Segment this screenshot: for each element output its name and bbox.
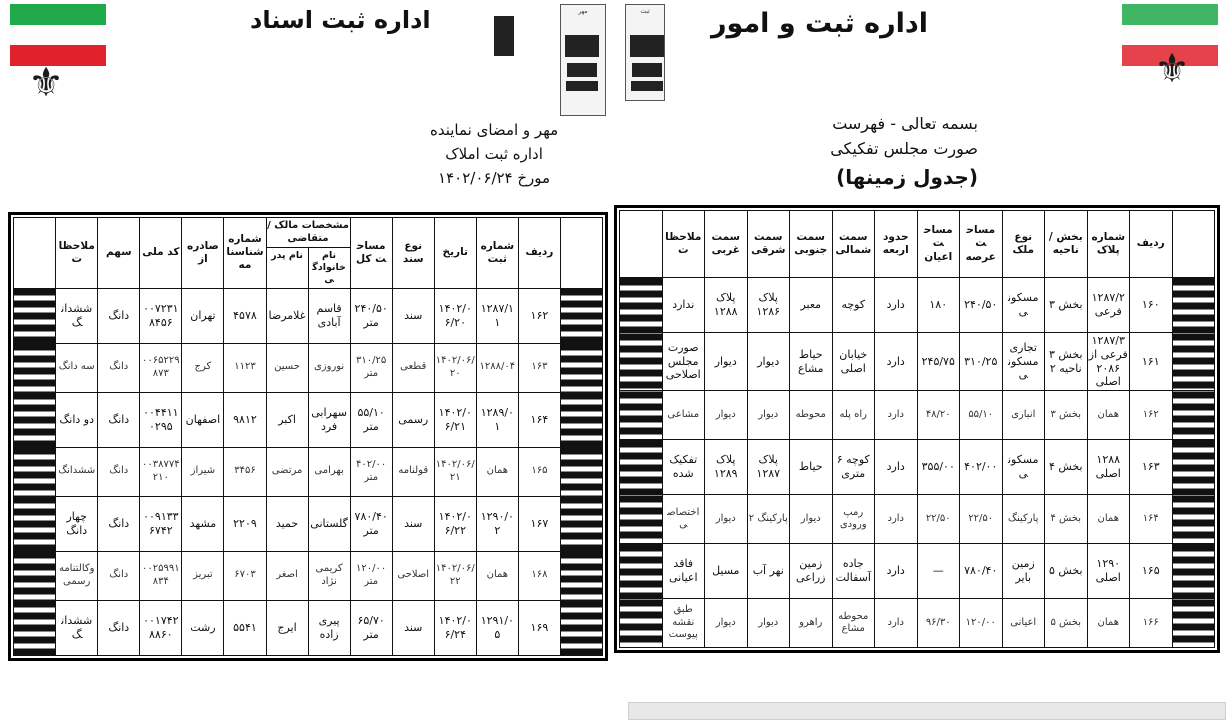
table-edge-ticks — [14, 288, 56, 343]
table-cell: ۱۶۵ — [518, 447, 560, 496]
page-title-left: اداره ثبت اسناد — [250, 6, 431, 34]
table-cell: ۱۲۸۹/۰۱ — [476, 392, 518, 447]
table-cell: ۱۲۸۸ اصلی — [1087, 440, 1130, 495]
table-cell: دانگ — [98, 600, 140, 655]
table-cell: ۱۴۰۲/۰۶/۲۲ — [434, 551, 476, 600]
table-cell: ۱۲۹۰ اصلی — [1087, 544, 1130, 599]
column-header: سمت جنوبی — [790, 211, 833, 278]
table-cell: دارد — [875, 333, 918, 391]
table-cell: راهرو — [790, 599, 833, 648]
table-edge-ticks — [620, 495, 663, 544]
table-cell: مسیل — [705, 544, 748, 599]
table-cell: ۱۲۸۷/۳ فرعی از ۲۰۸۶ اصلی — [1087, 333, 1130, 391]
table-cell: اعیانی — [1002, 599, 1045, 648]
table-edge-ticks — [1172, 544, 1215, 599]
table-cell: ۳۱۰/۲۵ متر — [350, 343, 392, 392]
table-cell: ۱۶۵ — [1130, 544, 1173, 599]
table-cell: طبق نقشه پیوست — [662, 599, 705, 648]
table-cell: سهرابی فرد — [308, 392, 350, 447]
document-header — [0, 0, 1228, 205]
table-edge-ticks — [560, 600, 602, 655]
subtitle-left-line3: مورخ ۱۴۰۲/۰۶/۲۴ — [438, 169, 551, 187]
table-cell: حیاط — [790, 440, 833, 495]
table-cell: اصلاحی — [392, 551, 434, 600]
table-cell: ۰۰۷۲۳۱۸۴۵۶ — [140, 288, 182, 343]
table-cell: ۶۷۰۳ — [224, 551, 266, 600]
table-cell: ۱۶۹ — [518, 600, 560, 655]
table-edge-ticks — [1172, 278, 1215, 333]
table-cell: سند — [392, 600, 434, 655]
table-cell: ۱۶۴ — [518, 392, 560, 447]
table-cell: — — [917, 544, 960, 599]
table-edge-ticks — [620, 333, 663, 391]
table-edge-ticks — [1172, 391, 1215, 440]
table-right-header-row — [620, 211, 1215, 278]
subtitle-left-line2: اداره ثبت املاک — [445, 145, 543, 163]
table-row — [620, 333, 1215, 391]
group-header-sub-right: نام پدر — [267, 248, 309, 288]
table-cell: بخش ۵ — [1045, 544, 1088, 599]
table-cell: ششدانگ — [56, 288, 98, 343]
table-cell: ۲۴۵/۷۵ — [917, 333, 960, 391]
column-header: شماره شناسنامه — [224, 218, 266, 289]
table-cell: ۱۴۰۲/۰۶/۲۱ — [434, 392, 476, 447]
table-cell: دیوار — [747, 333, 790, 391]
table-cell: پلاک ۱۲۸۹ — [705, 440, 748, 495]
table-edge-ticks — [560, 343, 602, 392]
table-cell: بخش ۵ — [1045, 599, 1088, 648]
registry-table-right — [619, 210, 1215, 648]
table-cell: دانگ — [98, 288, 140, 343]
table-cell: بخش ۳ ناحیه ۲ — [1045, 333, 1088, 391]
emblem-icon-right: ⚜ — [1154, 46, 1190, 92]
table-cell: پلاک ۱۲۸۷ — [747, 440, 790, 495]
table-cell: رمپ ورودی — [832, 495, 875, 544]
stamp-official-a: مهر — [560, 4, 606, 116]
table-edge-ticks — [14, 600, 56, 655]
table-cell: تفکیک شده — [662, 440, 705, 495]
table-cell: ۱۲۸۷/۱۱ — [476, 288, 518, 343]
table-cell: نهر آب — [747, 544, 790, 599]
table-cell: پارکینگ ۲ — [747, 495, 790, 544]
table-cell: ۱۶۱ — [1130, 333, 1173, 391]
column-header: حدود اربعه — [875, 211, 918, 278]
table-cell: دیوار — [705, 495, 748, 544]
table-cell: شیراز — [182, 447, 224, 496]
table-cell: ۱۴۰۲/۰۶/۲۲ — [434, 496, 476, 551]
group-header-title: مشخصات مالک / متقاضی — [267, 218, 350, 248]
table-cell: دارد — [875, 544, 918, 599]
table-cell: ۴۰۲/۰۰ — [960, 440, 1003, 495]
table-row — [14, 496, 603, 551]
table-cell: دیوار — [705, 391, 748, 440]
table-cell: ۱۴۰۲/۰۶/۲۰ — [434, 343, 476, 392]
table-edge-ticks — [14, 551, 56, 600]
column-header: سهم — [98, 218, 140, 289]
table-row — [14, 288, 603, 343]
table-cell: محوطه — [790, 391, 833, 440]
table-cell: اکبر — [266, 392, 308, 447]
column-header: سمت غربی — [705, 211, 748, 278]
table-cell: ۱۲۹۱/۰۵ — [476, 600, 518, 655]
footer-bar — [628, 702, 1226, 720]
table-row — [14, 392, 603, 447]
table-row — [620, 440, 1215, 495]
table-cell: مشهد — [182, 496, 224, 551]
table-cell: ۱۴۰۲/۰۶/۲۱ — [434, 447, 476, 496]
table-cell: ۲۴۰/۵۰ متر — [350, 288, 392, 343]
table-cell: قطعی — [392, 343, 434, 392]
table-cell: ۰۰۹۱۳۳۶۷۴۲ — [140, 496, 182, 551]
table-edge-ticks — [560, 392, 602, 447]
table-cell: ۲۲/۵۰ — [917, 495, 960, 544]
table-cell: دارد — [875, 391, 918, 440]
table-cell: رسمی — [392, 392, 434, 447]
stamp-signature — [490, 6, 520, 76]
table-cell: ۱۶۰ — [1130, 278, 1173, 333]
table-edge-ticks — [14, 392, 56, 447]
column-header: ملاحظات — [662, 211, 705, 278]
group-header-sub-left: نام خانوادگی — [312, 250, 346, 285]
table-row — [14, 343, 603, 392]
subtitle-right-line2: صورت مجلس تفکیکی — [830, 138, 978, 158]
table-cell: ششدانگ — [56, 447, 98, 496]
table-cell: ۱۶۳ — [1130, 440, 1173, 495]
table-cell: پلاک ۱۲۸۶ — [747, 278, 790, 333]
table-cell: تبریز — [182, 551, 224, 600]
column-header: سمت شمالی — [832, 211, 875, 278]
table-row — [14, 600, 603, 655]
table-cell: بخش ۳ — [1045, 391, 1088, 440]
column-header: ملاحظات — [56, 218, 98, 289]
table-cell: ۴۵۷۸ — [224, 288, 266, 343]
table-cell: دو دانگ — [56, 392, 98, 447]
table-cell: ششدانگ — [56, 600, 98, 655]
table-cell: ۳۴۵۶ — [224, 447, 266, 496]
table-cell: مشاعی — [662, 391, 705, 440]
table-cell: حسین — [266, 343, 308, 392]
table-left-head — [14, 218, 603, 289]
table-row — [14, 447, 603, 496]
table-cell: اصفهان — [182, 392, 224, 447]
table-cell: حمید — [266, 496, 308, 551]
table-cell: کوچه ۶ متری — [832, 440, 875, 495]
table-edge-ticks — [560, 447, 602, 496]
table-cell: پلاک ۱۲۸۸ — [705, 278, 748, 333]
table-cell: ایرج — [266, 600, 308, 655]
table-row — [620, 544, 1215, 599]
registry-table-left-wrap — [8, 212, 608, 661]
table-cell: تجاری مسکونی — [1002, 333, 1045, 391]
table-cell: ۱۶۶ — [1130, 599, 1173, 648]
table-cell: ۲۲/۵۰ — [960, 495, 1003, 544]
table-cell: ۹۸۱۲ — [224, 392, 266, 447]
column-header: کد ملی — [140, 218, 182, 289]
table-cell: همان — [476, 447, 518, 496]
subtitle-right-line3: (جدول زمینها) — [836, 164, 978, 189]
table-cell: ۱۶۲ — [518, 288, 560, 343]
table-row — [620, 391, 1215, 440]
table-edge-ticks — [620, 544, 663, 599]
table-cell: گلستانی — [308, 496, 350, 551]
table-cell: وکالتنامه رسمی — [56, 551, 98, 600]
table-cell: سند — [392, 288, 434, 343]
table-cell: دارد — [875, 440, 918, 495]
table-cell: اصغر — [266, 551, 308, 600]
table-cell: ۱۲۸۷/۲ فرعی — [1087, 278, 1130, 333]
column-header: نوع ملک — [1002, 211, 1045, 278]
table-left-body — [14, 288, 603, 655]
table-row — [14, 551, 603, 600]
table-cell: دیوار — [747, 599, 790, 648]
table-cell: مسکونی — [1002, 278, 1045, 333]
table-cell: سند — [392, 496, 434, 551]
table-cell: انباری — [1002, 391, 1045, 440]
table-cell: قولنامه — [392, 447, 434, 496]
table-cell: بخش ۴ — [1045, 440, 1088, 495]
table-cell: غلامرضا — [266, 288, 308, 343]
table-cell: ۲۲۰۹ — [224, 496, 266, 551]
table-cell: بخش ۳ — [1045, 278, 1088, 333]
table-edge-ticks — [560, 496, 602, 551]
header-subtitle-right — [830, 112, 978, 193]
table-cell: نوروزی — [308, 343, 350, 392]
column-header: بخش / ناحیه — [1045, 211, 1088, 278]
table-cell: دانگ — [98, 447, 140, 496]
table-cell: ۰۰۶۵۲۲۹۸۷۳ — [140, 343, 182, 392]
table-cell: زمین بایر — [1002, 544, 1045, 599]
table-left-header-row — [14, 218, 603, 289]
table-cell: بهرامی — [308, 447, 350, 496]
table-cell: ۱۶۷ — [518, 496, 560, 551]
table-cell: ۱۲۹۰/۰۲ — [476, 496, 518, 551]
table-cell: ۳۱۰/۲۵ — [960, 333, 1003, 391]
registry-table-right-wrap — [614, 205, 1220, 653]
table-cell: ۵۵/۱۰ متر — [350, 392, 392, 447]
column-header: ردیف — [1130, 211, 1173, 278]
table-right-head — [620, 211, 1215, 278]
column-header: شماره پلاک — [1087, 211, 1130, 278]
table-cell: ۱۴۰۲/۰۶/۲۰ — [434, 288, 476, 343]
table-cell: دارد — [875, 495, 918, 544]
table-cell: ۱۸۰ — [917, 278, 960, 333]
table-cell: بخش ۴ — [1045, 495, 1088, 544]
table-cell: ۵۵۴۱ — [224, 600, 266, 655]
table-cell: پیری زاده — [308, 600, 350, 655]
subtitle-left-line1: مهر و امضای نماینده — [430, 121, 559, 139]
column-header: تاریخ — [434, 218, 476, 289]
table-cell: تهران — [182, 288, 224, 343]
table-edge-ticks — [14, 496, 56, 551]
table-cell: ۵۵/۱۰ — [960, 391, 1003, 440]
table-cell: همان — [476, 551, 518, 600]
table-cell: دانگ — [98, 496, 140, 551]
column-header: مساحت کل — [350, 218, 392, 289]
table-cell: ۶۵/۷۰ متر — [350, 600, 392, 655]
table-cell: ۱۱۲۳ — [224, 343, 266, 392]
column-header: سمت شرقی — [747, 211, 790, 278]
table-cell: ۴۸/۲۰ — [917, 391, 960, 440]
table-cell: ۰۰۱۷۴۲۸۸۶۰ — [140, 600, 182, 655]
table-cell: خیابان اصلی — [832, 333, 875, 391]
table-cell: زمین زراعی — [790, 544, 833, 599]
table-cell: دانگ — [98, 343, 140, 392]
table-cell: همان — [1087, 599, 1130, 648]
stamp-official-b: ثبت — [625, 4, 665, 101]
table-row — [620, 495, 1215, 544]
table-edge-ticks — [620, 391, 663, 440]
table-cell: دیوار — [790, 495, 833, 544]
table-cell: معبر — [790, 278, 833, 333]
table-edge-ticks — [620, 440, 663, 495]
table-cell: مسکونی — [1002, 440, 1045, 495]
table-cell: ۰۰۲۵۹۹۱۸۳۴ — [140, 551, 182, 600]
subtitle-right-line1: بسمه تعالی - فهرست — [832, 114, 978, 133]
table-cell: ۴۰۲/۰۰ متر — [350, 447, 392, 496]
table-cell: صورت مجلس اصلاحی — [662, 333, 705, 391]
table-edge-ticks — [14, 218, 56, 289]
table-row — [620, 599, 1215, 648]
table-edge-ticks — [620, 211, 663, 278]
table-cell: ۰۰۳۸۷۷۴۲۱۰ — [140, 447, 182, 496]
table-cell: همان — [1087, 495, 1130, 544]
table-cell: کریمی نژاد — [308, 551, 350, 600]
table-cell: همان — [1087, 391, 1130, 440]
registry-table-left — [13, 217, 603, 656]
table-edge-ticks — [560, 218, 602, 289]
table-cell: فاقد اعیانی — [662, 544, 705, 599]
column-header: نوع سند — [392, 218, 434, 289]
table-right-body — [620, 278, 1215, 648]
page-title-right: اداره ثبت و امور — [710, 8, 928, 39]
column-header: مساحت عرصه — [960, 211, 1003, 278]
table-cell: مرتضی — [266, 447, 308, 496]
column-header: شماره ثبت — [476, 218, 518, 289]
table-edge-ticks — [14, 343, 56, 392]
column-header: ردیف — [518, 218, 560, 289]
table-edge-ticks — [620, 599, 663, 648]
table-cell: ۱۲۸۸/۰۴ — [476, 343, 518, 392]
table-cell: ۱۶۴ — [1130, 495, 1173, 544]
table-cell: ۱۶۲ — [1130, 391, 1173, 440]
table-edge-ticks — [560, 288, 602, 343]
table-cell: جاده آسفالت — [832, 544, 875, 599]
table-edge-ticks — [1172, 440, 1215, 495]
table-row — [620, 278, 1215, 333]
table-cell: ندارد — [662, 278, 705, 333]
table-cell: راه پله — [832, 391, 875, 440]
table-edge-ticks — [1172, 495, 1215, 544]
table-edge-ticks — [14, 447, 56, 496]
table-cell: ۰۰۴۴۱۱۰۲۹۵ — [140, 392, 182, 447]
table-cell: ۱۶۳ — [518, 343, 560, 392]
table-cell: سه دانگ — [56, 343, 98, 392]
column-header-group-owner — [266, 218, 350, 289]
table-cell: ۷۸۰/۴۰ — [960, 544, 1003, 599]
table-cell: دارد — [875, 599, 918, 648]
table-edge-ticks — [1172, 333, 1215, 391]
table-cell: ۱۶۸ — [518, 551, 560, 600]
table-cell: دیوار — [747, 391, 790, 440]
table-cell: ۱۴۰۲/۰۶/۲۴ — [434, 600, 476, 655]
table-cell: ۱۲۰/۰۰ — [960, 599, 1003, 648]
table-cell: کوچه — [832, 278, 875, 333]
table-edge-ticks — [620, 278, 663, 333]
table-cell: دانگ — [98, 392, 140, 447]
table-cell: محوطه مشاع — [832, 599, 875, 648]
table-edge-ticks — [560, 551, 602, 600]
table-cell: ۱۲۰/۰۰ متر — [350, 551, 392, 600]
table-cell: دارد — [875, 278, 918, 333]
emblem-icon-left: ⚜ — [28, 60, 64, 106]
table-cell: دیوار — [705, 599, 748, 648]
table-cell: پارکینگ — [1002, 495, 1045, 544]
table-cell: اختصاصی — [662, 495, 705, 544]
header-subtitle-left — [430, 118, 558, 190]
table-cell: ۳۵۵/۰۰ — [917, 440, 960, 495]
column-header: صادره از — [182, 218, 224, 289]
table-cell: حیاط مشاع — [790, 333, 833, 391]
table-cell: ۲۴۰/۵۰ — [960, 278, 1003, 333]
table-edge-ticks — [1172, 211, 1215, 278]
table-cell: رشت — [182, 600, 224, 655]
table-cell: چهار دانگ — [56, 496, 98, 551]
table-cell: قاسم آبادی — [308, 288, 350, 343]
table-edge-ticks — [1172, 599, 1215, 648]
table-cell: ۷۸۰/۴۰ متر — [350, 496, 392, 551]
table-cell: دیوار — [705, 333, 748, 391]
table-cell: دانگ — [98, 551, 140, 600]
table-cell: ۹۶/۳۰ — [917, 599, 960, 648]
table-cell: کرج — [182, 343, 224, 392]
column-header: مساحت اعیان — [917, 211, 960, 278]
